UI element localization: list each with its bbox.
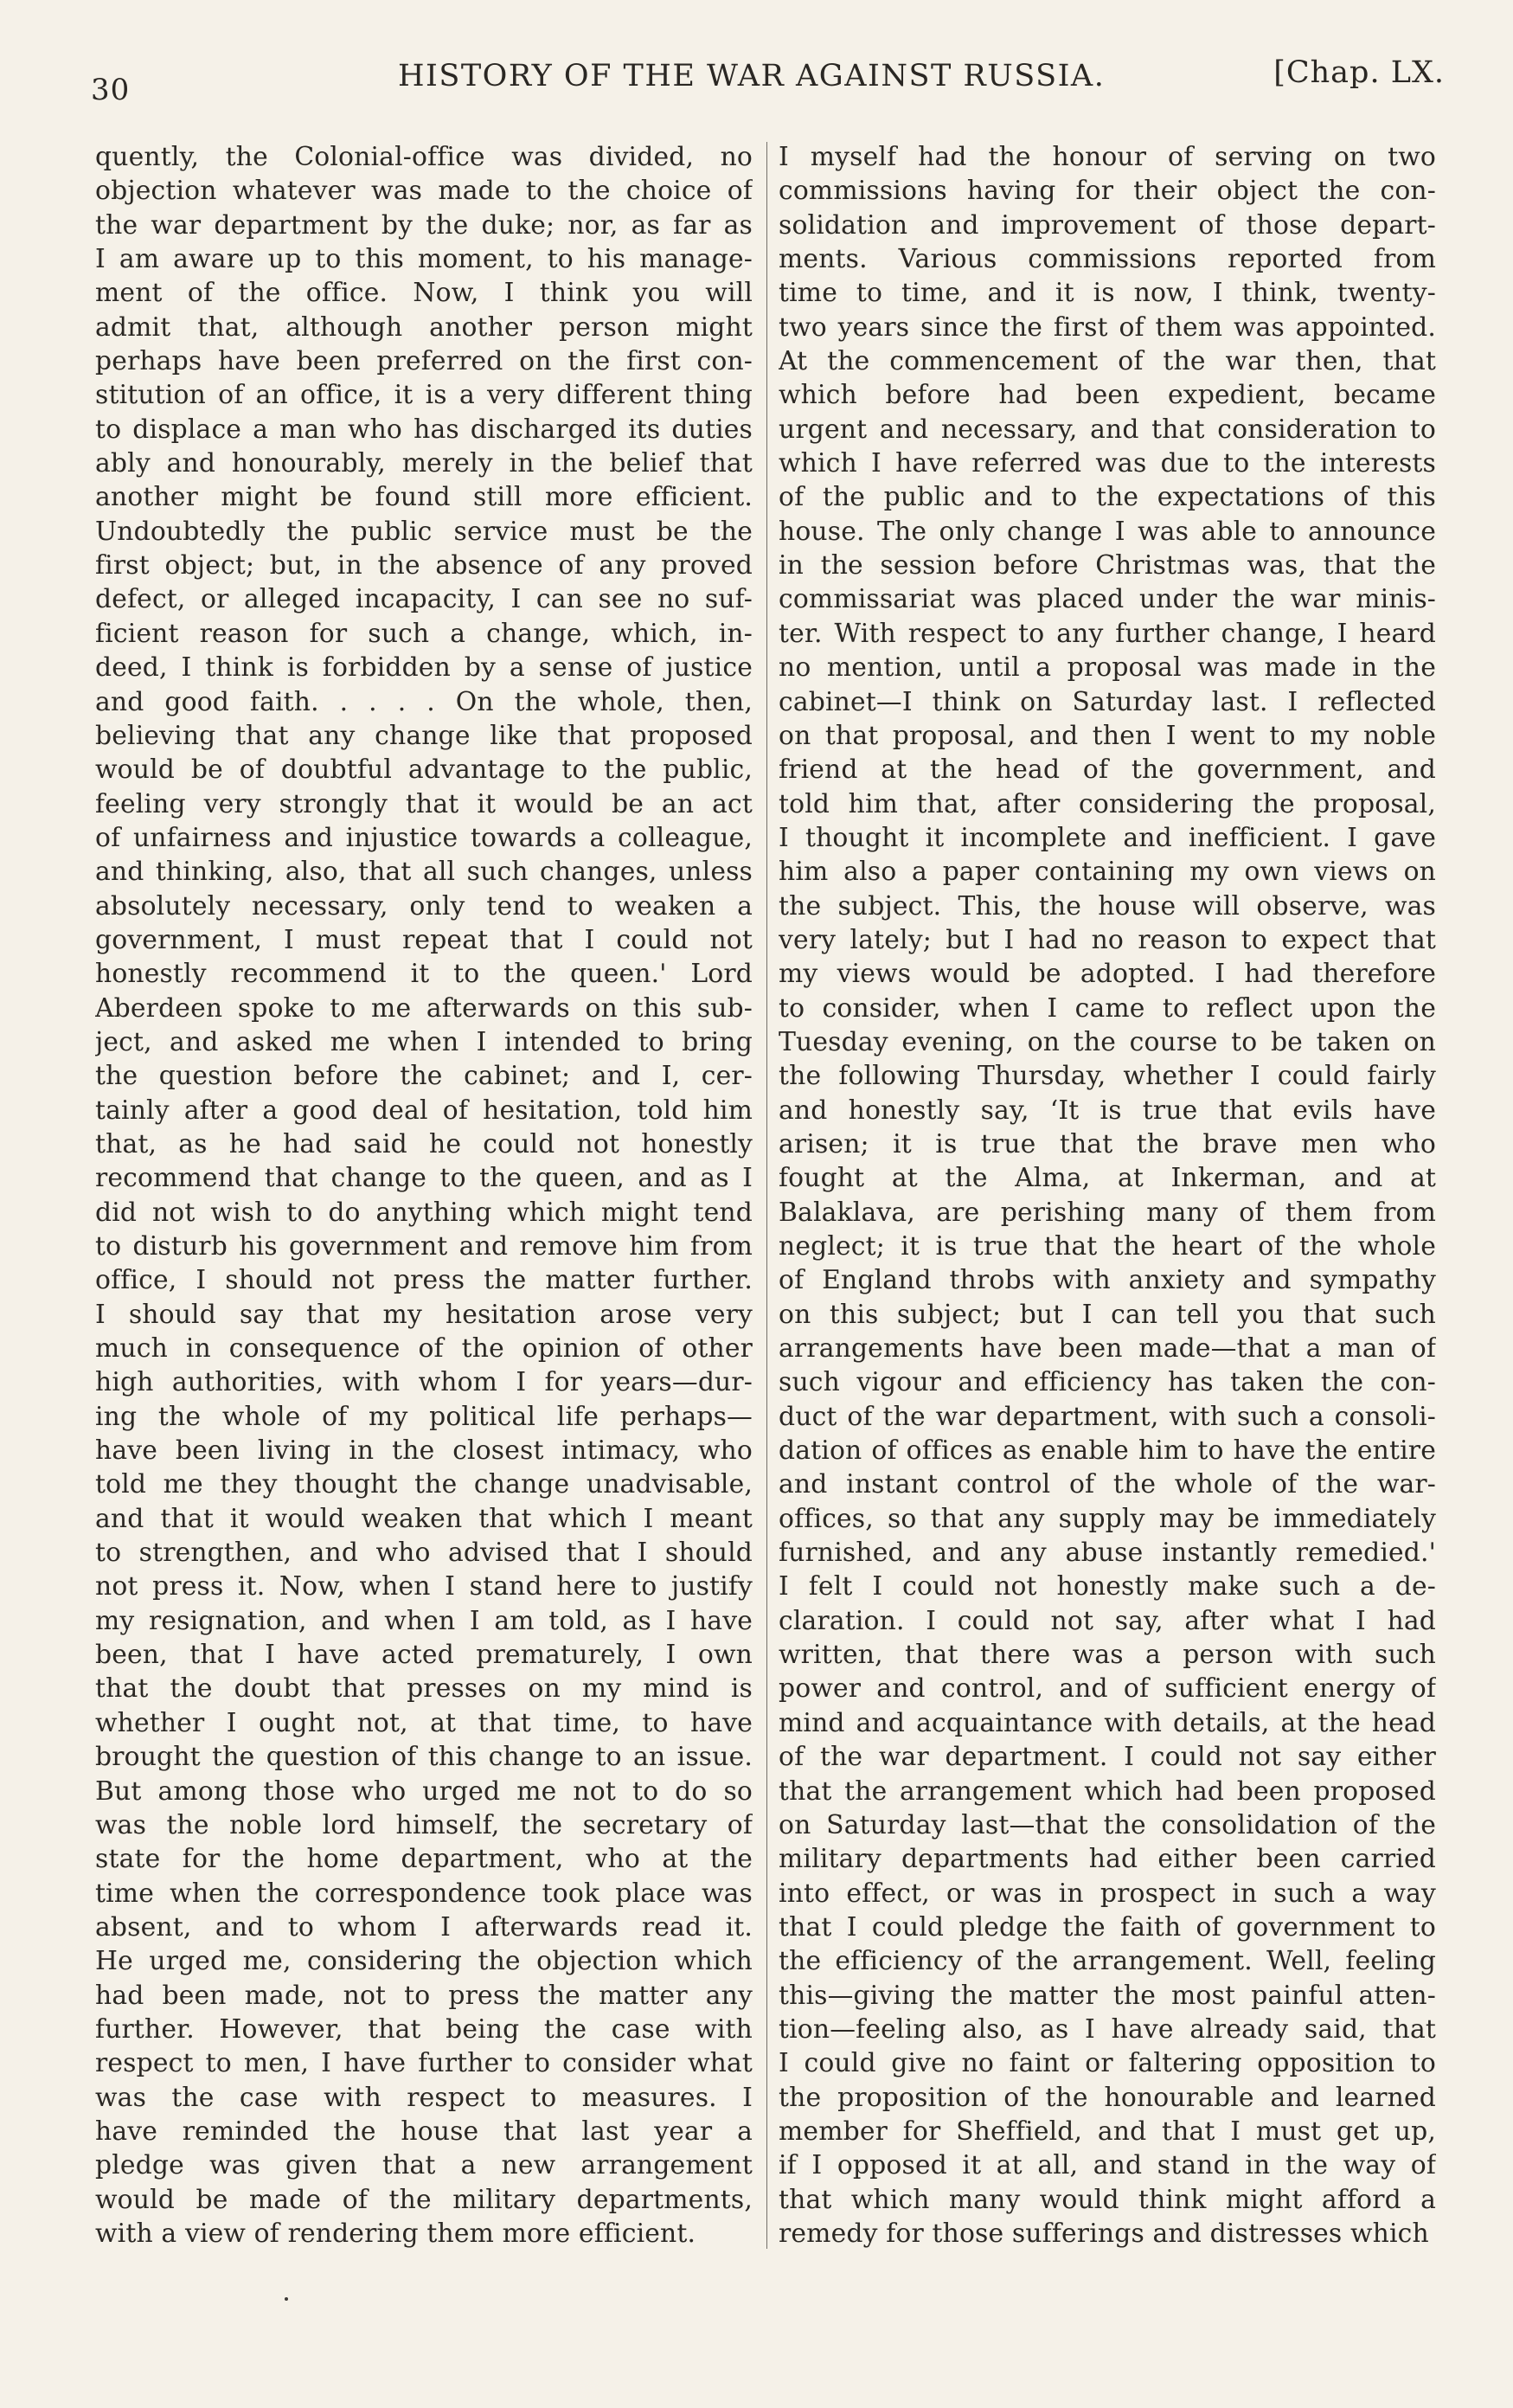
text-line: He urged me, considering the objection which bbox=[95, 1946, 753, 1977]
text-line: absent, and to whom I afterwards read it. bbox=[95, 1911, 753, 1942]
text-line: commissions having for their object the con- bbox=[779, 176, 1436, 207]
text-line: told me they thought the change unadvisable, bbox=[95, 1469, 753, 1500]
text-line: told him that, after considering the proposal, bbox=[779, 788, 1436, 819]
text-line: into effect, or was in prospect in such a way bbox=[779, 1878, 1436, 1909]
left-text-column bbox=[95, 140, 753, 2251]
text-line: the war department by the duke; nor, as far as bbox=[95, 209, 753, 241]
text-line: with a view of rendering them more efficient. bbox=[95, 2218, 696, 2249]
text-line: that I could pledge the faith of government to bbox=[779, 1911, 1436, 1942]
text-line: have reminded the house that last year a bbox=[95, 2116, 753, 2147]
text-line: the question before the cabinet; and I, cer- bbox=[95, 1061, 753, 1092]
text-line: on Saturday last—that the consolidation of the bbox=[779, 1809, 1436, 1840]
text-line: brought the question of this change to an issue. bbox=[95, 1742, 753, 1773]
text-line: I could give no faint or faltering opposition to bbox=[779, 2048, 1436, 2079]
text-line: further. However, that being the case with bbox=[95, 2013, 753, 2045]
text-line: Tuesday evening, on the course to be taken on bbox=[779, 1026, 1436, 1057]
text-line: the following Thursday, whether I could fairly bbox=[779, 1061, 1436, 1092]
text-line: first object; but, in the absence of any proved bbox=[95, 550, 753, 581]
text-line: government, I must repeat that I could not bbox=[95, 924, 753, 955]
text-line: and thinking, also, that all such changes, unless bbox=[95, 857, 753, 888]
text-line: of the war department. I could not say either bbox=[779, 1742, 1436, 1773]
text-line: ing the whole of my political life perhaps— bbox=[95, 1401, 753, 1432]
text-line: him also a paper containing my own views on bbox=[779, 857, 1436, 888]
text-line: honestly recommend it to the queen.' Lord bbox=[95, 959, 753, 990]
text-line: of unfairness and injustice towards a colleague, bbox=[95, 822, 753, 853]
text-line: cabinet—I think on Saturday last. I reflected bbox=[779, 686, 1436, 717]
text-line: such vigour and efficiency has taken the con- bbox=[779, 1367, 1436, 1398]
right-text-column bbox=[779, 140, 1436, 2251]
text-line: recommend that change to the queen, and as I bbox=[95, 1163, 753, 1194]
text-line: of the public and to the expectations of this bbox=[779, 482, 1436, 513]
text-line: no mention, until a proposal was made in the bbox=[779, 652, 1436, 684]
text-line: to displace a man who has discharged its duties bbox=[95, 414, 753, 445]
text-line: which before had been expedient, became bbox=[779, 380, 1436, 411]
column-divider bbox=[766, 142, 767, 2249]
text-line: furnished, and any abuse instantly remedied.' bbox=[779, 1538, 1436, 1569]
text-line: Balaklava, are perishing many of them from bbox=[779, 1197, 1436, 1228]
text-line: ably and honourably, merely in the belief that bbox=[95, 448, 753, 479]
text-line: whether I ought not, at that time, to have bbox=[95, 1707, 753, 1738]
text-line: and honestly say, ‘It is true that evils have bbox=[779, 1095, 1436, 1126]
text-line: this—giving the matter the most painful atten- bbox=[779, 1980, 1436, 2011]
text-line: not press it. Now, when I stand here to justify bbox=[95, 1571, 753, 1602]
text-line: Undoubtedly the public service must be the bbox=[95, 516, 753, 547]
text-line: At the commencement of the war then, that bbox=[779, 346, 1436, 377]
running-title: HISTORY OF THE WAR AGAINST RUSSIA. bbox=[398, 59, 1106, 93]
text-line: urgent and necessary, and that consideration to bbox=[779, 414, 1436, 445]
text-line: high authorities, with whom I for years—dur- bbox=[95, 1367, 753, 1398]
text-line: in the session before Christmas was, that the bbox=[779, 550, 1436, 581]
text-line: power and control, and of sufficient energy of bbox=[779, 1673, 1436, 1705]
text-line: military departments had either been carried bbox=[779, 1844, 1436, 1875]
text-line: friend at the head of the government, and bbox=[779, 755, 1436, 786]
page-number: 30 bbox=[91, 73, 131, 107]
text-line: my resignation, and when I am told, as I have bbox=[95, 1605, 753, 1636]
text-line: and good faith. . . . . On the whole, then, bbox=[95, 686, 753, 717]
text-line: was the noble lord himself, the secretary of bbox=[95, 1809, 753, 1840]
text-line: been, that I have acted prematurely, I own bbox=[95, 1640, 753, 1671]
text-line: I am aware up to this moment, to his manage- bbox=[95, 244, 753, 275]
text-line: was the case with respect to measures. I bbox=[95, 2082, 753, 2113]
text-line: defect, or alleged incapacity, I can see no suf- bbox=[95, 584, 753, 615]
text-line: my views would be adopted. I had therefore bbox=[779, 959, 1436, 990]
text-line: very lately; but I had no reason to expect that bbox=[779, 924, 1436, 955]
text-line: ter. With respect to any further change, I heard bbox=[779, 618, 1436, 649]
text-line: tainly after a good deal of hesitation, told him bbox=[95, 1095, 753, 1126]
text-line: would be made of the military departments, bbox=[95, 2184, 753, 2215]
text-line: mind and acquaintance with details, at the head bbox=[779, 1707, 1436, 1738]
text-line: to strengthen, and who advised that I should bbox=[95, 1538, 753, 1569]
page-header bbox=[91, 54, 1445, 106]
text-line: fought at the Alma, at Inkerman, and at bbox=[779, 1163, 1436, 1194]
text-line: that the arrangement which had been proposed bbox=[779, 1775, 1436, 1807]
text-line: dation of offices as enable him to have the entire bbox=[779, 1435, 1436, 1467]
text-line: I should say that my hesitation arose very bbox=[95, 1299, 753, 1330]
text-line: tion—feeling also, as I have already said, that bbox=[779, 2013, 1436, 2045]
chapter-reference: [Chap. LX. bbox=[1273, 55, 1445, 90]
text-line: ment of the office. Now, I think you will bbox=[95, 278, 753, 309]
text-line: on this subject; but I can tell you that such bbox=[779, 1299, 1436, 1330]
text-line: deed, I think is forbidden by a sense of justice bbox=[95, 652, 753, 684]
text-line: the subject. This, the house will observe, was bbox=[779, 890, 1436, 921]
text-line: had been made, not to press the matter any bbox=[95, 1980, 753, 2011]
text-line: two years since the first of them was appointed. bbox=[779, 311, 1436, 343]
text-line: But among those who urged me not to do so bbox=[95, 1775, 753, 1807]
text-line: neglect; it is true that the heart of the whole bbox=[779, 1231, 1436, 1262]
text-line: stitution of an office, it is a very different thing bbox=[95, 380, 753, 411]
text-line: time when the correspondence took place was bbox=[95, 1878, 753, 1909]
text-line: did not wish to do anything which might tend bbox=[95, 1197, 753, 1228]
text-line: claration. I could not say, after what I had bbox=[779, 1605, 1436, 1636]
text-line: to consider, when I came to reflect upon the bbox=[779, 992, 1436, 1024]
text-line: time to time, and it is now, I think, twenty- bbox=[779, 278, 1436, 309]
text-line: and that it would weaken that which I meant bbox=[95, 1503, 753, 1534]
text-line: objection whatever was made to the choice of bbox=[95, 176, 753, 207]
text-line: solidation and improvement of those depart- bbox=[779, 209, 1436, 241]
text-line: believing that any change like that proposed bbox=[95, 720, 753, 751]
text-line: perhaps have been preferred on the first con- bbox=[95, 346, 753, 377]
text-line: offices, so that any supply may be immediately bbox=[779, 1503, 1436, 1534]
text-line: arrangements have been made—that a man of bbox=[779, 1333, 1436, 1365]
text-line: duct of the war department, with such a consoli- bbox=[779, 1401, 1436, 1432]
text-line: house. The only change I was able to announce bbox=[779, 516, 1436, 547]
text-line: of England throbs with anxiety and sympathy bbox=[779, 1265, 1436, 1296]
text-line: ficient reason for such a change, which, in- bbox=[95, 618, 753, 649]
text-line: arisen; it is true that the brave men who bbox=[779, 1128, 1436, 1159]
text-line: admit that, although another person might bbox=[95, 311, 753, 343]
text-line: that which many would think might afford a bbox=[779, 2184, 1436, 2215]
text-line: would be of doubtful advantage to the public, bbox=[95, 755, 753, 786]
text-line: that the doubt that presses on my mind is bbox=[95, 1673, 753, 1705]
text-line: ments. Various commissions reported from bbox=[779, 244, 1436, 275]
text-line: respect to men, I have further to consider what bbox=[95, 2048, 753, 2079]
text-line: the proposition of the honourable and learned bbox=[779, 2082, 1436, 2113]
text-line: I thought it incomplete and inefficient. I gave bbox=[779, 822, 1436, 853]
text-line: office, I should not press the matter further. bbox=[95, 1265, 753, 1296]
text-line: if I opposed it at all, and stand in the way of bbox=[779, 2150, 1436, 2181]
text-line: pledge was given that a new arrangement bbox=[95, 2150, 753, 2181]
text-line: I felt I could not honestly make such a de- bbox=[779, 1571, 1436, 1602]
text-line: another might be found still more efficient. bbox=[95, 482, 753, 513]
text-line: remedy for those sufferings and distresses which bbox=[779, 2218, 1429, 2249]
text-line: state for the home department, who at the bbox=[95, 1844, 753, 1875]
text-line: I myself had the honour of serving on two bbox=[779, 142, 1436, 172]
text-line: have been living in the closest intimacy, who bbox=[95, 1435, 753, 1467]
text-line: member for Sheffield, and that I must get up, bbox=[779, 2116, 1436, 2147]
text-line: written, that there was a person with such bbox=[779, 1640, 1436, 1671]
text-line: which I have referred was due to the interests bbox=[779, 448, 1436, 479]
text-line: the efficiency of the arrangement. Well, feeling bbox=[779, 1946, 1436, 1977]
text-line: absolutely necessary, only tend to weaken a bbox=[95, 890, 753, 921]
text-line: to disturb his government and remove him from bbox=[95, 1231, 753, 1262]
text-line: Aberdeen spoke to me afterwards on this sub- bbox=[95, 992, 753, 1024]
text-line: quently, the Colonial-office was divided, no bbox=[95, 142, 753, 172]
text-line: feeling very strongly that it would be an act bbox=[95, 788, 753, 819]
text-line: on that proposal, and then I went to my noble bbox=[779, 720, 1436, 751]
text-line: that, as he had said he could not honestly bbox=[95, 1128, 753, 1159]
text-line: and instant control of the whole of the war- bbox=[779, 1469, 1436, 1500]
text-line: ject, and asked me when I intended to bring bbox=[95, 1026, 753, 1057]
text-line: commissariat was placed under the war minis- bbox=[779, 584, 1436, 615]
stray-ink-dot bbox=[285, 2297, 288, 2301]
text-line: much in consequence of the opinion of other bbox=[95, 1333, 753, 1365]
